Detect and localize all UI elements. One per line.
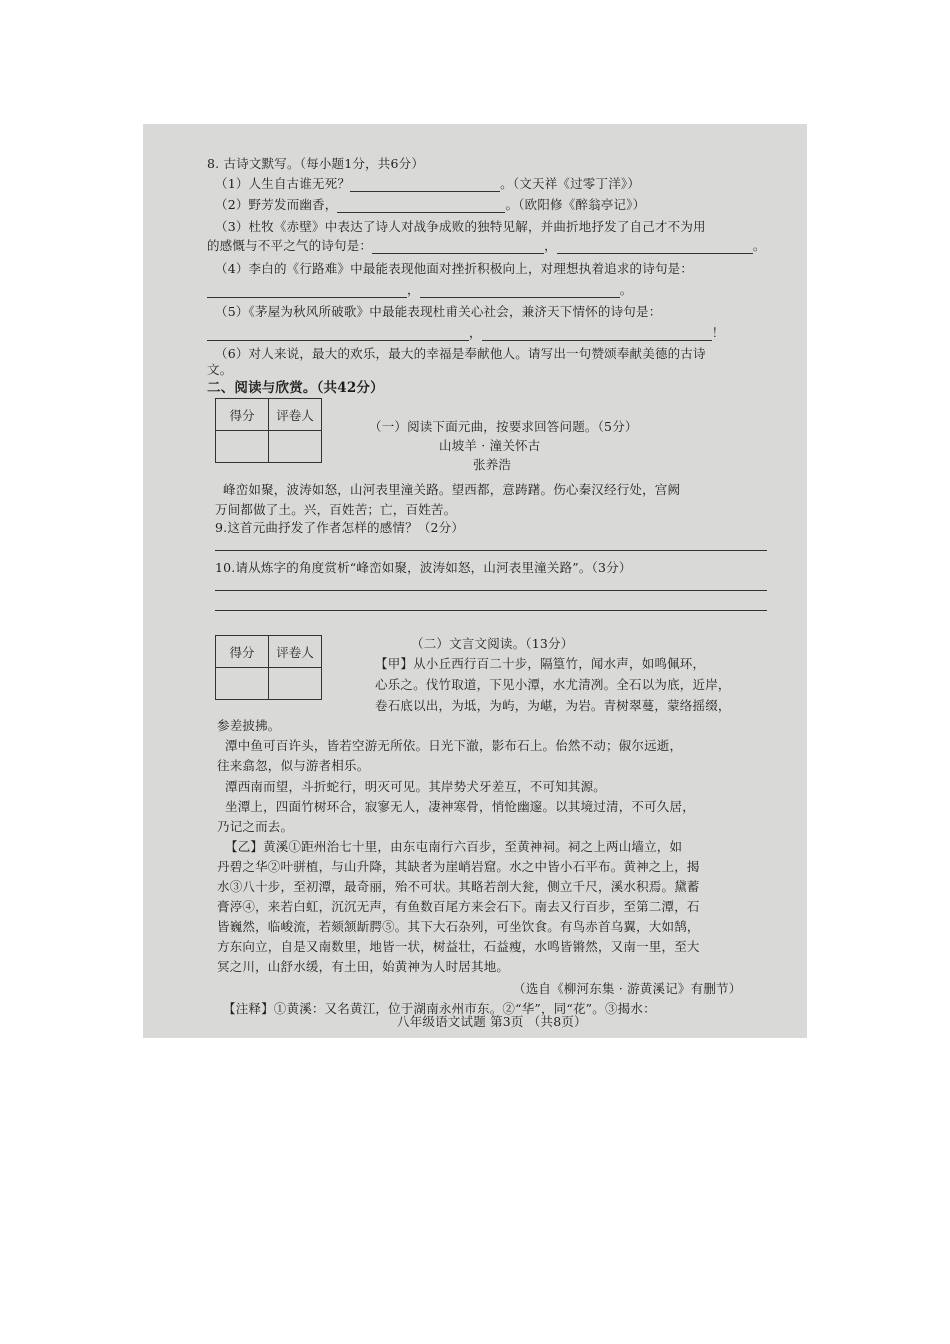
grader-cell[interactable] (269, 668, 322, 700)
score-box-2 (215, 635, 322, 700)
q8-2-prompt: （2）野芳发而幽香， (215, 197, 338, 212)
period: 。 (752, 238, 766, 253)
poem-title: 山坡羊 · 潼关怀古 (439, 438, 541, 453)
answer-blank[interactable] (337, 200, 505, 213)
q8-1-source: 。（文天祥《过零丁洋》） (500, 176, 641, 191)
q8-3-lead: 的感慨与不平之气的诗句是： (207, 238, 373, 253)
score-box-1 (215, 398, 322, 463)
jia-line-2: 心乐之。伐竹取道，下见小潭，水尤清冽。全石以为底，近岸， (375, 677, 731, 692)
q8-6-prompt: （6）对人来说，最大的欢乐，最大的幸福是奉献他人。请写出一句赞颂奉献美德的古诗 (215, 346, 706, 361)
source-citation: （选自《柳河东集 · 游黄溪记》有删节） (513, 981, 742, 996)
score-label: 得分 (216, 636, 269, 668)
score-cell[interactable] (216, 431, 269, 463)
jia-line-5: 潭中鱼可百许头，皆若空游无所依。日光下澈，影布石上。佁然不动；俶尔远逝， (225, 738, 683, 753)
jia-line-6: 往来翕忽，似与游者相乐。 (217, 758, 370, 773)
q8-2-source: 。（欧阳修《醉翁亭记》） (505, 197, 646, 212)
yi-line-7: 冥之川，山舒水缓，有土田，始黄神为人时居其地。 (217, 959, 510, 974)
part2-title: （二）文言文阅读。（13分） (411, 636, 574, 651)
q8-line-4b (207, 282, 632, 298)
q8-3-prompt: （3）杜牧《赤壁》中表达了诗人对战争成败的独特见解，并曲折地抒发了自己才不为用 (215, 219, 706, 234)
part1-title: （一）阅读下面元曲，按要求回答问题。（5分） (369, 419, 638, 434)
q8-line-1 (215, 176, 640, 192)
yi-line-1: 【乙】黄溪①距州治七十里，由东屯南行六百步，至黄神祠。祠之上两山墙立，如 (225, 839, 683, 854)
section-2-title: 二、阅读与欣赏。（共42分） (207, 380, 384, 396)
poem-line-2: 万间都做了土。兴，百姓苦；亡，百姓苦。 (215, 502, 457, 517)
answer-line[interactable] (215, 610, 767, 611)
answer-blank[interactable] (372, 241, 544, 254)
grader-label: 评卷人 (269, 636, 322, 668)
answer-line[interactable] (215, 550, 767, 551)
comma: ， (407, 282, 420, 297)
jia-line-8: 坐潭上，四面竹树环合，寂寥无人，凄神寒骨，悄怆幽邃。以其境过清，不可久居， (225, 799, 695, 814)
grader-cell[interactable] (269, 431, 322, 463)
jia-line-7: 潭西南而望，斗折蛇行，明灭可见。其岸势犬牙差互，不可知其源。 (225, 779, 607, 794)
q8-1-prompt: （1）人生自古谁无死？ (215, 176, 351, 191)
jia-line-1: 【甲】从小丘西行百二十步，隔篁竹，闻水声，如鸣佩环， (375, 656, 706, 671)
yi-line-5: 皆巍然，临峻流，若颏颔龂腭⑤。其下大石杂列，可坐饮食。有鸟赤首乌翼，大如鹄， (217, 919, 700, 934)
answer-blank[interactable] (207, 328, 469, 341)
q8-title: 8. 古诗文默写。（每小题1分，共6分） (207, 156, 425, 171)
answer-blank[interactable] (207, 285, 407, 298)
comma: ， (469, 325, 482, 340)
q10-prompt: 10.请从炼字的角度赏析“峰峦如聚，波涛如怒，山河表里潼关路”。（3分） (215, 560, 632, 575)
answer-blank[interactable] (557, 241, 753, 254)
jia-line-3: 卷石底以出，为坻，为屿，为嵁，为岩。青树翠蔓，蒙络摇缀， (375, 698, 731, 713)
jia-line-4: 参差披拂。 (217, 718, 281, 733)
score-cell[interactable] (216, 668, 269, 700)
poem-line-1: 峰峦如聚，波涛如怒，山河表里潼关路。望西都，意踌躇。伤心秦汉经行处，宫阙 (223, 482, 681, 497)
grader-label: 评卷人 (269, 399, 322, 431)
page-footer: 八年级语文试题 第3页 （共8页） (397, 1014, 587, 1029)
q9-prompt: 9.这首元曲抒发了作者怎样的感情？（2分） (215, 520, 465, 535)
q8-5-prompt: （5）《茅屋为秋风所破歌》中最能表现杜甫关心社会，兼济天下情怀的诗句是： (215, 304, 662, 319)
jia-line-9: 乃记之而去。 (217, 819, 294, 834)
exclamation: ！ (711, 325, 725, 340)
answer-blank[interactable] (482, 328, 712, 341)
comma: ， (544, 238, 557, 253)
yi-line-2: 丹碧之华②叶骈植，与山升降，其缺者为崖峭岩窟。水之中皆小石平布。黄神之上，揭 (217, 859, 700, 874)
q8-line-3b (207, 238, 766, 254)
answer-line[interactable] (215, 590, 767, 591)
q8-6-tail: 文。 (207, 362, 233, 377)
answer-blank[interactable] (350, 179, 500, 192)
yi-line-3: 水③八十步，至初潭，最奇丽，殆不可状。其略若剖大瓮，侧立千尺，溪水积焉。黛蓄 (217, 879, 700, 894)
poem-author: 张养浩 (473, 457, 512, 472)
exam-page (143, 124, 807, 1038)
answer-blank[interactable] (420, 285, 620, 298)
annotation-note: 【注释】①黄溪：又名黄江，位于湖南永州市东。②“华”，同“花”。③揭水： (223, 1001, 656, 1016)
period: 。 (619, 282, 633, 297)
q8-line-5b (207, 325, 724, 341)
q8-line-2 (215, 197, 645, 213)
yi-line-4: 膏渟④，来若白虹，沉沉无声，有鱼数百尾方来会石下。南去又行百步，至第二潭，石 (217, 899, 700, 914)
q8-4-prompt: （4）李白的《行路难》中最能表现他面对挫折积极向上，对理想执着追求的诗句是： (215, 261, 694, 276)
score-label: 得分 (216, 399, 269, 431)
yi-line-6: 方东向立，自是又南数里，地皆一状，树益壮，石益瘦，水鸣皆锵然，又南一里，至大 (217, 939, 700, 954)
